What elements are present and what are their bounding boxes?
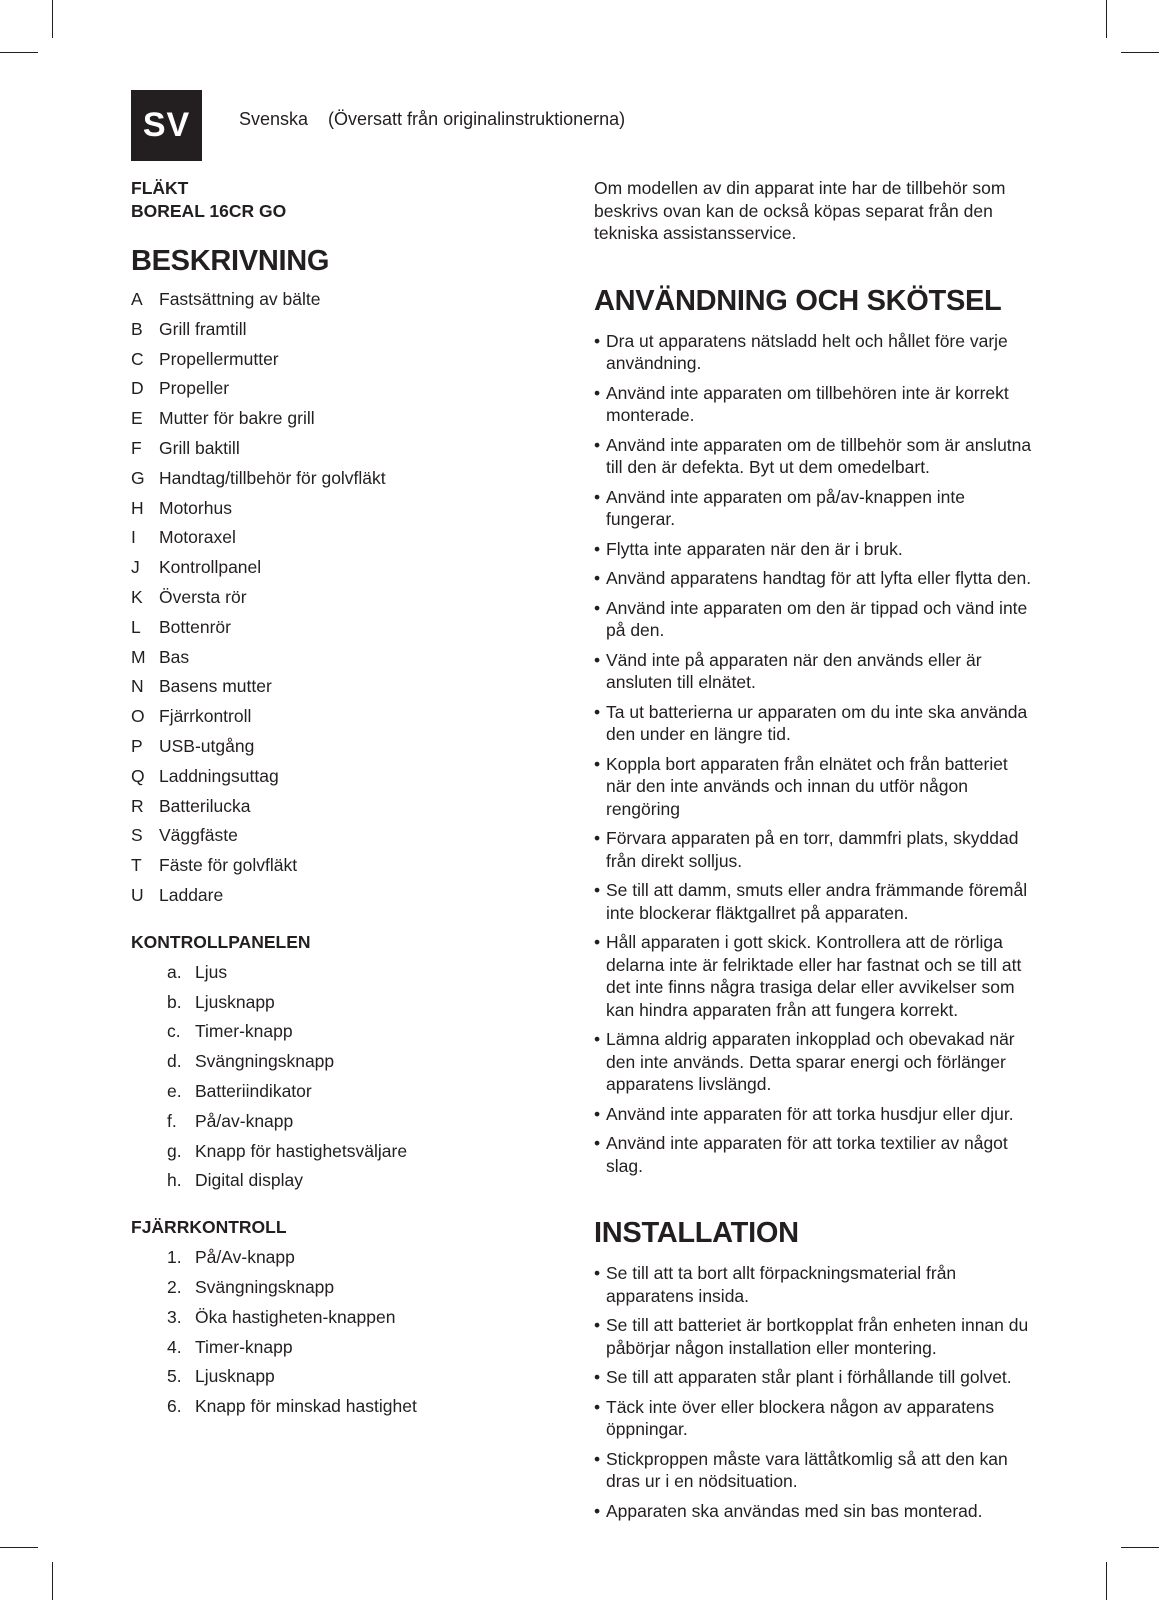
usage-bullet: • Dra ut apparatens nätsladd helt och hållet före varje användning. <box>594 330 1034 375</box>
accessories-note: Om modellen av din apparat inte har de tillbehör som beskrivs ovan kan de också köpas separat från den tekniska assistansservice. <box>594 178 1006 243</box>
part-item <box>131 884 561 914</box>
installation-heading: INSTALLATION <box>594 1217 799 1249</box>
part-letter: A <box>131 289 143 309</box>
left-column <box>131 177 561 1425</box>
control-panel-label: På/av-knapp <box>195 1110 294 1131</box>
translation-note: (Översatt från originalinstruktionerna) <box>328 109 626 129</box>
control-panel-label: Digital display <box>195 1170 303 1191</box>
installation-bullet: • Apparaten ska användas med sin bas monterad. <box>594 1500 1034 1523</box>
remote-list <box>167 1246 561 1425</box>
part-letter: F <box>131 437 142 458</box>
part-letter: I <box>131 527 136 548</box>
part-item <box>131 437 561 467</box>
part-item <box>131 318 561 348</box>
installation-bullet: • Stickproppen måste vara lättåtkomlig så att den kan dras ur i en nödsituation. <box>594 1448 1034 1493</box>
control-panel-heading: KONTROLLPANELEN <box>131 931 311 952</box>
part-letter: Q <box>131 765 145 786</box>
installation-bullet: • Se till att ta bort allt förpackningsmaterial från apparatens insida. <box>594 1262 1034 1307</box>
control-panel-marker: e. <box>167 1080 182 1101</box>
usage-bullet: • Använd inte apparaten för att torka textilier av något slag. <box>594 1132 1034 1177</box>
part-letter: C <box>131 348 144 369</box>
language-code-badge: SV <box>131 90 202 161</box>
part-label: Mutter för bakre grill <box>159 408 315 429</box>
remote-label: Knapp för minskad hastighet <box>195 1396 417 1417</box>
usage-bullet: • Koppla bort apparaten från elnätet och från batteriet när den inte används och innan du utför någon rengöring <box>594 753 1034 821</box>
control-panel-label: Svängningsknapp <box>195 1051 335 1072</box>
part-letter: T <box>131 855 142 876</box>
part-item <box>131 765 561 795</box>
remote-marker: 1. <box>167 1247 182 1268</box>
part-item <box>131 377 561 407</box>
part-label: Grill framtill <box>159 318 247 339</box>
control-panel-marker: d. <box>167 1051 182 1072</box>
control-panel-marker: c. <box>167 1021 181 1042</box>
part-label: Bas <box>159 646 190 667</box>
part-item <box>131 288 561 318</box>
control-panel-item <box>167 991 561 1021</box>
part-item <box>131 735 561 765</box>
part-item <box>131 586 561 616</box>
part-item <box>131 526 561 556</box>
remote-marker: 6. <box>167 1396 182 1417</box>
installation-bullet: • Täck inte över eller blockera någon av apparatens öppningar. <box>594 1396 1034 1441</box>
part-letter: B <box>131 318 143 339</box>
control-panel-item <box>167 1020 561 1050</box>
part-letter: L <box>131 616 141 637</box>
product-type: FLÄKT <box>131 178 189 198</box>
part-letter: H <box>131 497 144 518</box>
remote-heading: FJÄRRKONTROLL <box>131 1217 287 1238</box>
part-label: Fastsättning av bälte <box>159 289 321 309</box>
control-panel-item <box>167 1110 561 1140</box>
language-header <box>239 109 625 130</box>
usage-bullet: • Förvara apparaten på en torr, dammfri plats, skyddad från direkt solljus. <box>594 827 1034 872</box>
part-label: Kontrollpanel <box>159 557 262 578</box>
usage-bullet: • Använd inte apparaten om de tillbehör som är anslutna till den är defekta. Byt ut dem omedelbart. <box>594 434 1034 479</box>
crop-mark <box>0 1547 38 1548</box>
remote-item <box>167 1246 561 1276</box>
part-letter: J <box>131 557 140 578</box>
usage-bullet: • Använd inte apparaten om tillbehören inte är korrekt monterade. <box>594 382 1034 427</box>
part-item <box>131 556 561 586</box>
part-item <box>131 854 561 884</box>
remote-label: Timer-knapp <box>195 1336 293 1357</box>
part-letter: E <box>131 408 143 429</box>
part-letter: M <box>131 646 146 667</box>
remote-label: På/Av-knapp <box>195 1247 295 1268</box>
right-column <box>594 177 1034 1529</box>
crop-mark <box>52 0 53 38</box>
control-panel-marker: a. <box>167 961 182 982</box>
remote-item <box>167 1276 561 1306</box>
control-panel-item <box>167 1169 561 1199</box>
usage-bullet: • Håll apparaten i gott skick. Kontrollera att de rörliga delarna inte är felriktade eller har fastnat och se till att det inte finns några trasiga delar eller avvikelser som kan hindra apparaten från att fungera korrekt. <box>594 931 1034 1021</box>
remote-item <box>167 1365 561 1395</box>
usage-bullet: • Ta ut batterierna ur apparaten om du inte ska använda den under en längre tid. <box>594 701 1034 746</box>
part-item <box>131 675 561 705</box>
crop-mark <box>1121 52 1159 53</box>
part-letter: U <box>131 884 144 905</box>
usage-bullet: • Flytta inte apparaten när den är i bruk. <box>594 538 1034 561</box>
part-label: Bottenrör <box>159 616 231 637</box>
usage-bullet: • Se till att damm, smuts eller andra främmande föremål inte blockerar fläktgallret på apparaten. <box>594 879 1034 924</box>
usage-bullet: • Använd inte apparaten om den är tippad och vänd inte på den. <box>594 597 1034 642</box>
crop-mark <box>0 52 38 53</box>
control-panel-marker: f. <box>167 1110 177 1131</box>
part-item <box>131 497 561 527</box>
part-letter: K <box>131 586 143 607</box>
part-item <box>131 795 561 825</box>
part-label: Fäste för golvfläkt <box>159 855 298 876</box>
part-label: Laddningsuttag <box>159 765 279 786</box>
control-panel-item <box>167 961 561 991</box>
control-panel-marker: h. <box>167 1170 182 1191</box>
part-letter: N <box>131 676 144 697</box>
remote-item <box>167 1395 561 1425</box>
part-label: Väggfäste <box>159 825 238 846</box>
part-letter: S <box>131 825 143 846</box>
parts-list <box>131 288 561 914</box>
remote-label: Svängningsknapp <box>195 1276 335 1297</box>
remote-marker: 5. <box>167 1366 182 1387</box>
installation-list <box>594 1262 1034 1522</box>
part-letter: D <box>131 378 144 399</box>
part-letter: R <box>131 795 144 816</box>
usage-heading: ANVÄNDNING OCH SKÖTSEL <box>594 284 1002 317</box>
part-label: Propeller <box>159 378 230 399</box>
part-label: Propellermutter <box>159 348 279 369</box>
control-panel-marker: b. <box>167 991 182 1012</box>
description-heading: BESKRIVNING <box>131 245 330 277</box>
control-panel-item <box>167 1050 561 1080</box>
part-item <box>131 467 561 497</box>
usage-bullet: • Använd inte apparaten för att torka husdjur eller djur. <box>594 1103 1034 1126</box>
installation-bullet: • Se till att apparaten står plant i förhållande till golvet. <box>594 1366 1034 1389</box>
part-letter: O <box>131 706 145 727</box>
part-item <box>131 407 561 437</box>
control-panel-list <box>167 961 561 1199</box>
crop-mark <box>1106 1562 1107 1600</box>
installation-bullet: • Se till att batteriet är bortkopplat från enheten innan du påbörjar någon installation eller montering. <box>594 1314 1034 1359</box>
part-label: Laddare <box>159 884 224 905</box>
part-item <box>131 824 561 854</box>
part-item <box>131 348 561 378</box>
crop-mark <box>1106 0 1107 38</box>
usage-bullet: • Använd apparatens handtag för att lyfta eller flytta den. <box>594 567 1034 590</box>
control-panel-label: Timer-knapp <box>195 1021 293 1042</box>
control-panel-label: Ljusknapp <box>195 991 275 1012</box>
remote-item <box>167 1336 561 1366</box>
crop-mark <box>52 1562 53 1600</box>
product-model: BOREAL 16CR GO <box>131 201 287 221</box>
usage-list <box>594 330 1034 1178</box>
part-item <box>131 616 561 646</box>
part-letter: G <box>131 467 145 488</box>
remote-label: Öka hastigheten-knappen <box>195 1306 396 1327</box>
remote-label: Ljusknapp <box>195 1366 275 1387</box>
usage-bullet: • Vänd inte på apparaten när den används eller är ansluten till elnätet. <box>594 649 1034 694</box>
crop-mark <box>1121 1547 1159 1548</box>
language-name: Svenska <box>239 109 309 129</box>
part-label: Motorhus <box>159 497 232 518</box>
remote-item <box>167 1306 561 1336</box>
part-letter: P <box>131 735 143 756</box>
remote-marker: 2. <box>167 1276 182 1297</box>
part-label: Handtag/tillbehör för golvfläkt <box>159 467 386 488</box>
control-panel-label: Knapp för hastighetsväljare <box>195 1140 408 1161</box>
part-label: Översta rör <box>159 586 247 607</box>
control-panel-marker: g. <box>167 1140 182 1161</box>
usage-bullet: • Använd inte apparaten om på/av-knappen inte fungerar. <box>594 486 1034 531</box>
control-panel-item <box>167 1140 561 1170</box>
part-label: Basens mutter <box>159 676 272 697</box>
control-panel-label: Ljus <box>195 961 228 982</box>
control-panel-item <box>167 1080 561 1110</box>
part-label: Fjärrkontroll <box>159 706 252 727</box>
control-panel-label: Batteriindikator <box>195 1080 312 1101</box>
remote-marker: 4. <box>167 1336 182 1357</box>
part-label: Motoraxel <box>159 527 236 548</box>
part-label: Grill baktill <box>159 437 240 458</box>
usage-bullet: • Lämna aldrig apparaten inkopplad och obevakad när den inte används. Detta sparar energi och förlänger apparatens livslängd. <box>594 1028 1034 1096</box>
part-item <box>131 705 561 735</box>
part-label: USB-utgång <box>159 735 255 756</box>
remote-marker: 3. <box>167 1306 182 1327</box>
part-label: Batterilucka <box>159 795 251 816</box>
part-item <box>131 646 561 676</box>
